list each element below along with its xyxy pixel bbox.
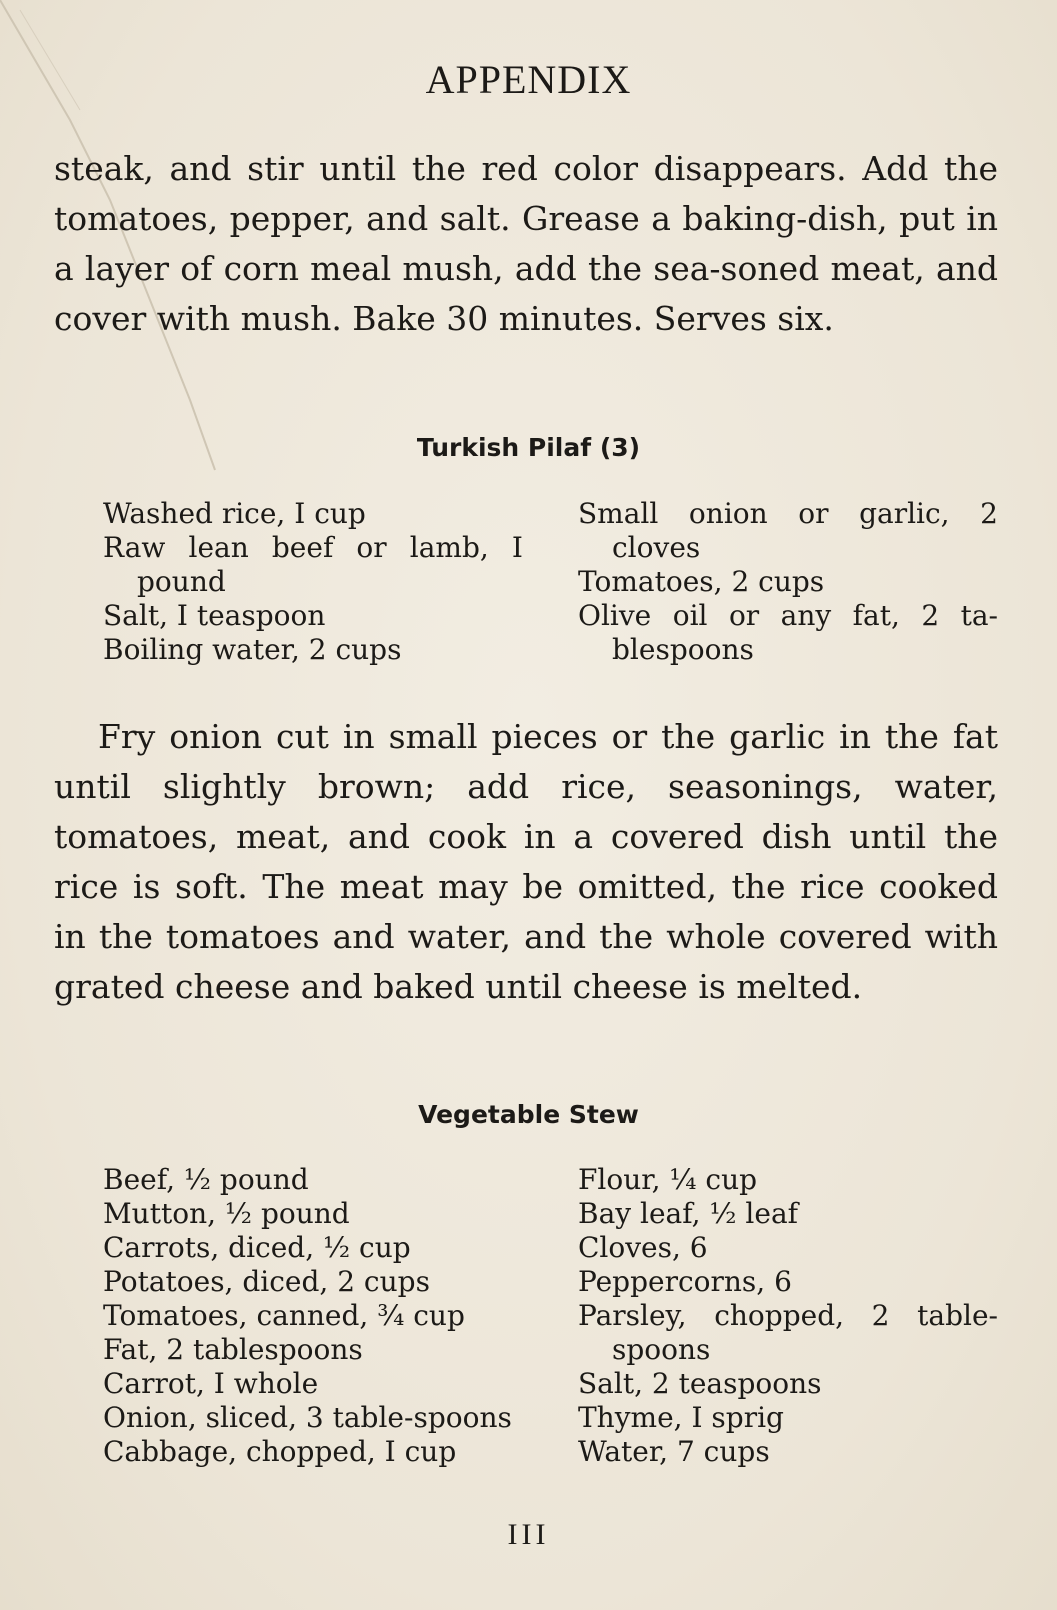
ingredient-item: Carrots, diced, ½ cup bbox=[103, 1231, 411, 1264]
ingredient-item: Bay leaf, ½ leaf bbox=[578, 1197, 798, 1230]
ingredient-item: Washed rice, I cup bbox=[103, 497, 366, 530]
ingredient-item: Raw lean beef or lamb, I pound bbox=[103, 531, 523, 598]
ingredient-item: Potatoes, diced, 2 cups bbox=[103, 1265, 430, 1298]
ingredient-item: Cabbage, chopped, I cup bbox=[103, 1435, 457, 1468]
running-header: APPENDIX bbox=[425, 57, 632, 102]
ingredients-right-turkish-pilaf bbox=[578, 497, 998, 667]
ingredient-item: Tomatoes, canned, ¾ cup bbox=[103, 1299, 465, 1332]
ingredient-item: Olive oil or any fat, 2 ta-blespoons bbox=[578, 599, 998, 666]
ingredients-left-turkish-pilaf bbox=[103, 497, 523, 667]
ingredients-right-vegetable-stew bbox=[578, 1163, 998, 1469]
page-number: III bbox=[507, 1518, 550, 1551]
continued-paragraph-text: steak, and stir until the red color disappears. Add the tomatoes, pepper, and salt. Grease a baking-dish, put in a layer of corn meal mush, add the sea-soned meat, and cover with mush. Bake 30 minutes. Serves six. bbox=[54, 149, 998, 338]
ingredient-item: Fat, 2 tablespoons bbox=[103, 1333, 363, 1366]
ingredient-item: Thyme, I sprig bbox=[578, 1401, 784, 1434]
ingredients-left-vegetable-stew bbox=[103, 1163, 523, 1469]
ingredient-item: Salt, I teaspoon bbox=[103, 599, 326, 632]
ingredient-item: Boiling water, 2 cups bbox=[103, 633, 402, 666]
ingredient-item: Carrot, I whole bbox=[103, 1367, 319, 1400]
directions-turkish-pilaf bbox=[54, 712, 998, 1012]
ingredient-item: Small onion or garlic, 2 cloves bbox=[578, 497, 998, 564]
ingredient-item: Cloves, 6 bbox=[578, 1231, 708, 1264]
ingredient-item: Flour, ¼ cup bbox=[578, 1163, 758, 1196]
recipe-title-turkish-pilaf: Turkish Pilaf (3) bbox=[416, 433, 641, 462]
directions-text: Fry onion cut in small pieces or the garlic in the fat until slightly brown; add rice, seasonings, water, tomatoes, meat, and cook in a covered dish until the rice is soft. The meat may be omitted, the rice cooked in the tomatoes and water, and the whole covered with grated cheese and baked until cheese is melted. bbox=[54, 717, 998, 1006]
ingredient-item: Salt, 2 teaspoons bbox=[578, 1367, 822, 1400]
recipe-title-vegetable-stew: Vegetable Stew bbox=[418, 1100, 639, 1129]
continued-paragraph bbox=[54, 144, 998, 344]
ingredient-item: Mutton, ½ pound bbox=[103, 1197, 350, 1230]
ingredient-item: Onion, sliced, 3 table-spoons bbox=[103, 1401, 512, 1434]
ingredient-item: Water, 7 cups bbox=[578, 1435, 770, 1468]
ingredient-item: Peppercorns, 6 bbox=[578, 1265, 792, 1298]
ingredient-item: Tomatoes, 2 cups bbox=[578, 565, 825, 598]
ingredient-item: Parsley, chopped, 2 table-spoons bbox=[578, 1299, 998, 1366]
ingredient-item: Beef, ½ pound bbox=[103, 1163, 309, 1196]
